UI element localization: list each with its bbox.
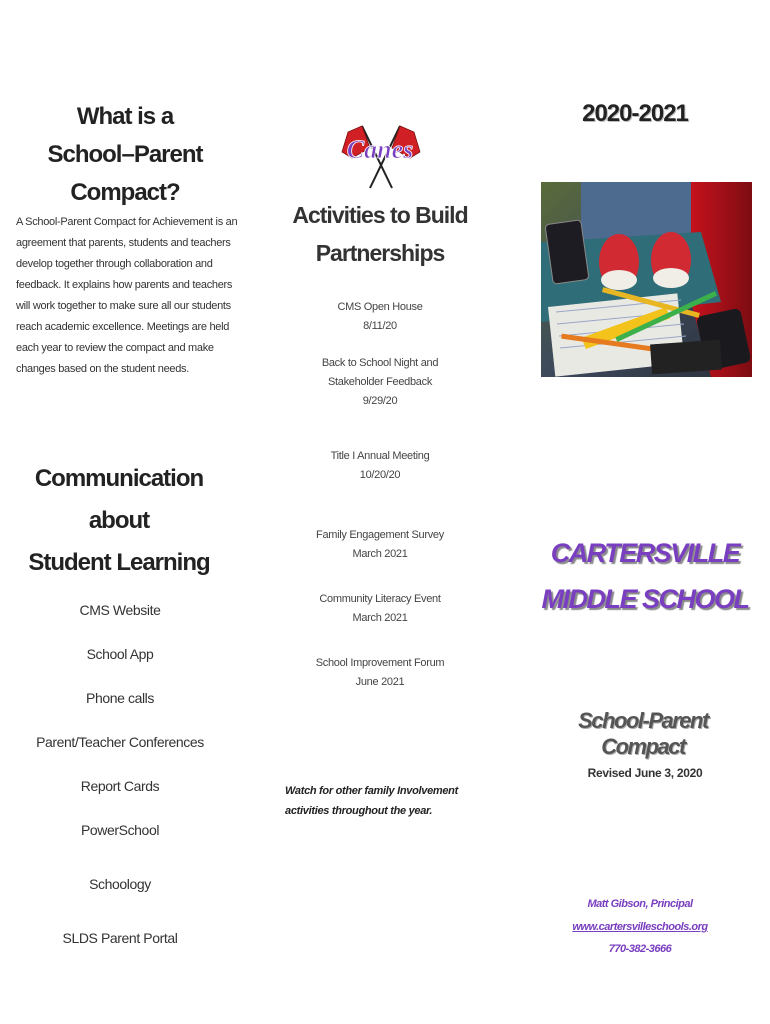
activities-heading-line2: Partnerships	[315, 240, 445, 266]
activity-item	[290, 447, 470, 485]
brochure-title: School-Parent Compact	[578, 708, 708, 759]
canes-logo-graphic	[318, 118, 442, 190]
canes-logo-text: Canes	[346, 135, 414, 164]
communication-heading	[14, 458, 224, 584]
communication-heading-line2: Student Learning	[28, 549, 210, 576]
activity-date: 9/29/20	[362, 395, 398, 407]
activity-name: CMS Open House	[337, 301, 423, 313]
school-name-line2: MIDDLE SCHOOL	[541, 584, 749, 614]
canes-logo	[318, 118, 442, 190]
activities-heading-line1: Activities to Build	[292, 202, 468, 228]
compact-title-line1: What is a	[76, 103, 174, 130]
comm-item: School App	[86, 646, 154, 662]
activity-date: June 2021	[355, 676, 405, 688]
activity-date: March 2021	[352, 612, 408, 624]
comm-item: Schoology	[89, 876, 151, 892]
comm-item: Phone calls	[86, 690, 154, 706]
comm-item: Report Cards	[80, 778, 160, 794]
comm-item: CMS Website	[79, 602, 161, 618]
revised-date: Revised June 3, 2020	[587, 766, 703, 780]
activity-name: School Improvement Forum	[315, 657, 445, 669]
activity-item	[290, 654, 470, 692]
sneakers-school-supplies-photo	[541, 182, 752, 377]
activities-heading	[280, 196, 480, 272]
compact-title-line2: School–Parent Compact?	[47, 141, 203, 206]
comm-item: Parent/Teacher Conferences	[36, 734, 204, 750]
watch-note: Watch for other family Involvement activities throughout the year.	[285, 785, 458, 817]
principal-name: Matt Gibson, Principal	[587, 898, 693, 910]
activity-date: March 2021	[352, 548, 408, 560]
activity-item	[290, 590, 470, 628]
activity-name: Back to School Night and Stakeholder Feedback	[321, 357, 439, 388]
comm-item: PowerSchool	[80, 822, 160, 838]
activity-date: 8/11/20	[363, 320, 397, 332]
compact-title	[14, 98, 236, 212]
school-year: 2020-2021	[582, 100, 688, 127]
activity-name: Title I Annual Meeting	[330, 450, 430, 462]
school-name-line1: CARTERSVILLE	[550, 538, 740, 568]
activity-item	[290, 298, 470, 336]
activity-name: Community Literacy Event	[319, 593, 441, 605]
activity-item	[290, 526, 470, 564]
school-phone: 770-382-3666	[608, 943, 672, 955]
school-website-link[interactable]: www.cartersvilleschools.org	[572, 921, 708, 933]
compact-description: A School-Parent Compact for Achievement is an agreement that parents, students and teachers develop together through collaboration and feedback. It explains how parents and teachers will work together to make sure all our students reach academic excellence. Meetings are held each year to review the compact and make changes based on the student needs.	[16, 216, 238, 375]
activity-date: 10/20/20	[359, 469, 401, 481]
activity-item	[300, 354, 460, 411]
activity-name: Family Engagement Survey	[316, 529, 444, 541]
comm-item: SLDS Parent Portal	[62, 930, 178, 946]
communication-heading-line1: Communication about	[34, 465, 204, 534]
